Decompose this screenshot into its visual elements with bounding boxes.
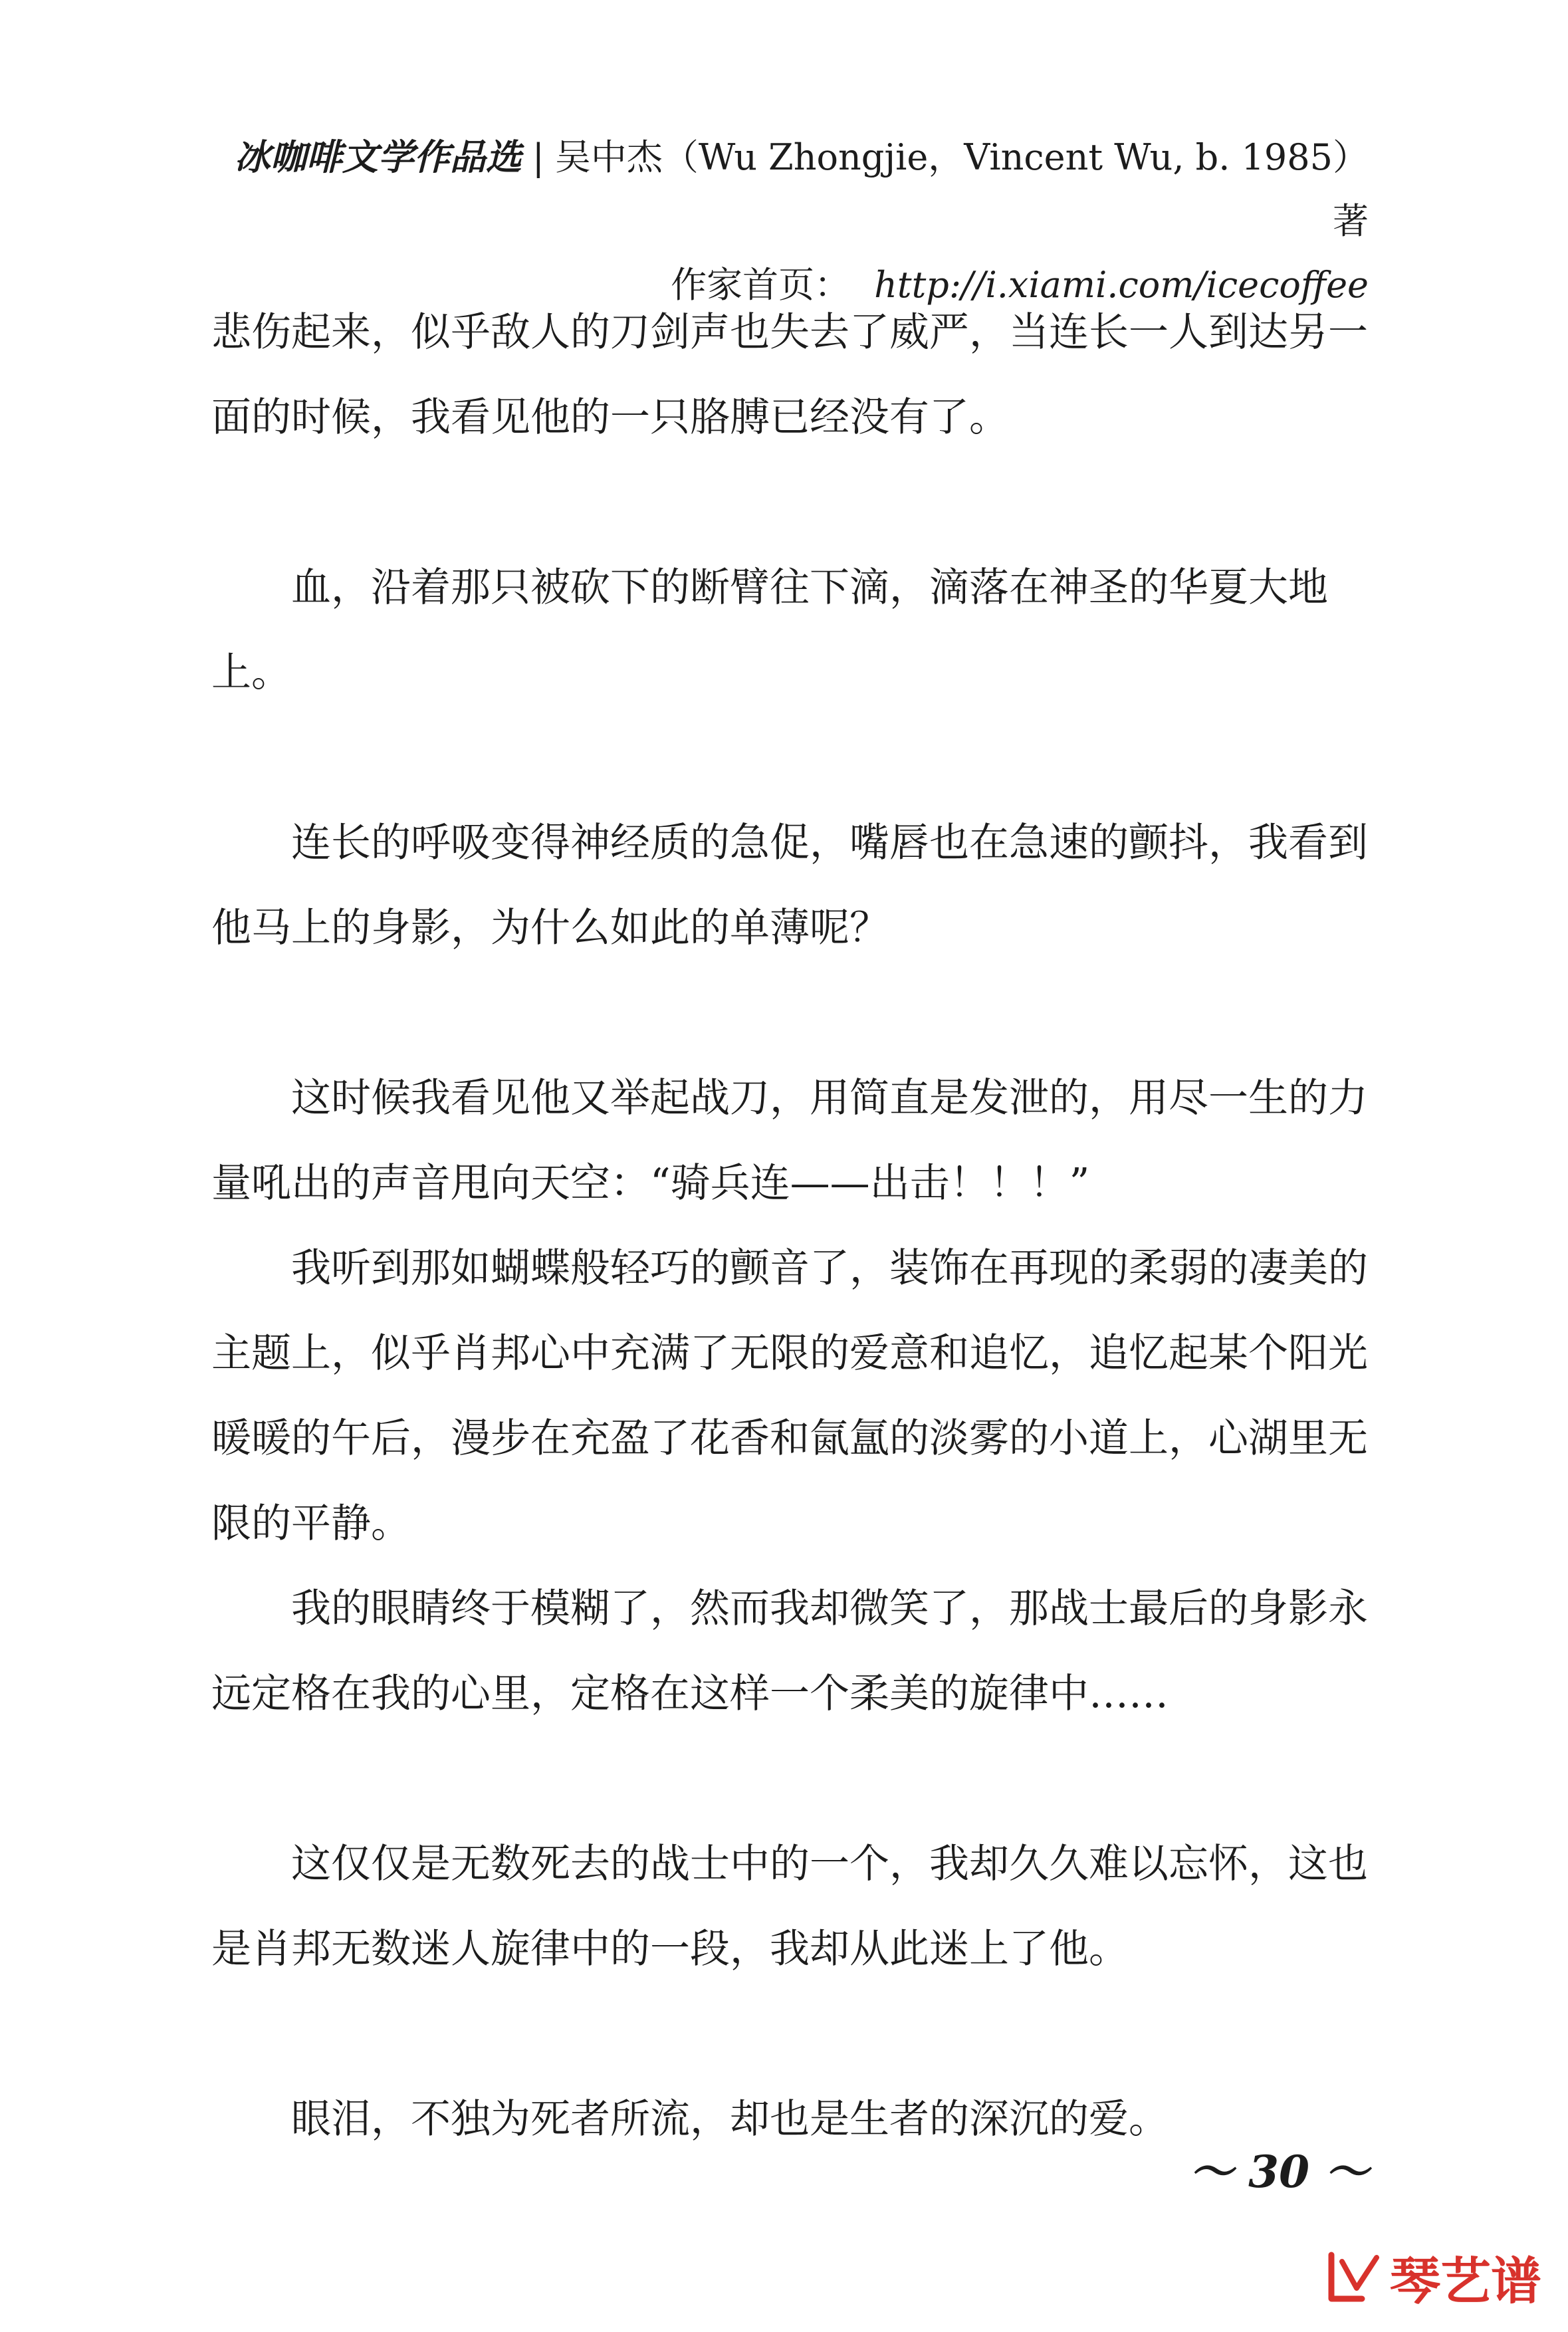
page-number: ～ 30 ～ bbox=[1189, 2146, 1369, 2198]
author-credit: 吴中杰（Wu Zhongjie，Vincent Wu, b. 1985）著 bbox=[554, 136, 1369, 242]
paragraph-7: 这仅仅是无数死去的战士中的一个，我却久久难以忘怀，这也是肖邦无数迷人旋律中的一段，我却从此迷上了他。 bbox=[211, 1841, 1368, 1972]
paragraph-8: 眼泪，不独为死者所流，却也是生者的深沉的爱。 bbox=[291, 2096, 1169, 2143]
watermark-logo bbox=[1322, 2241, 1541, 2313]
page-body bbox=[211, 290, 1371, 2162]
watermark-text: 琴艺谱 bbox=[1390, 2252, 1541, 2311]
paragraph-gap bbox=[211, 1736, 1371, 1821]
paragraph-3: 连长的呼吸变得神经质的急促，嘴唇也在急速的颤抖，我看到他马上的身影，为什么如此的单薄呢？ bbox=[211, 820, 1368, 951]
paragraph-5: 我听到那如蝴蝶般轻巧的颤音了，装饰在再现的柔弱的凄美的主题上，似乎肖邦心中充满了无限的爱意和追忆，追忆起某个阳光暖暖的午后，漫步在充盈了花香和氤氲的淡雾的小道上，心湖里无限的平静。 bbox=[211, 1245, 1368, 1547]
header-separator: | bbox=[532, 136, 544, 178]
paragraph-gap bbox=[211, 460, 1371, 545]
paragraph-4: 这时候我看见他又举起战刀，用简直是发泄的，用尽一生的力量吼出的声音甩向天空：“骑兵连——出击！！！” bbox=[211, 1075, 1368, 1207]
music-note-logo-icon bbox=[1322, 2247, 1383, 2308]
paragraph-1: 悲伤起来，似乎敌人的刀剑声也失去了威严，当连长一人到达另一面的时候，我看见他的一只胳膊已经没有了。 bbox=[211, 309, 1368, 441]
paragraph-gap bbox=[211, 1992, 1371, 2077]
homepage-label: 作家首页： bbox=[671, 264, 851, 306]
paragraph-2: 血，沿着那只被砍下的断臂往下滴，滴落在神圣的华夏大地上。 bbox=[211, 564, 1328, 696]
paragraph-gap bbox=[211, 971, 1371, 1056]
paragraph-gap bbox=[211, 715, 1371, 800]
page-header bbox=[199, 125, 1369, 317]
series-title: 冰咖啡文学作品选 bbox=[234, 136, 522, 178]
header-title-line bbox=[199, 125, 1369, 253]
paragraph-6: 我的眼睛终于模糊了，然而我却微笑了，那战士最后的身影永远定格在我的心里，定格在这样一个柔美的旋律中…… bbox=[211, 1585, 1368, 1717]
homepage-link[interactable]: http://i.xiami.com/icecoffee bbox=[874, 264, 1369, 306]
